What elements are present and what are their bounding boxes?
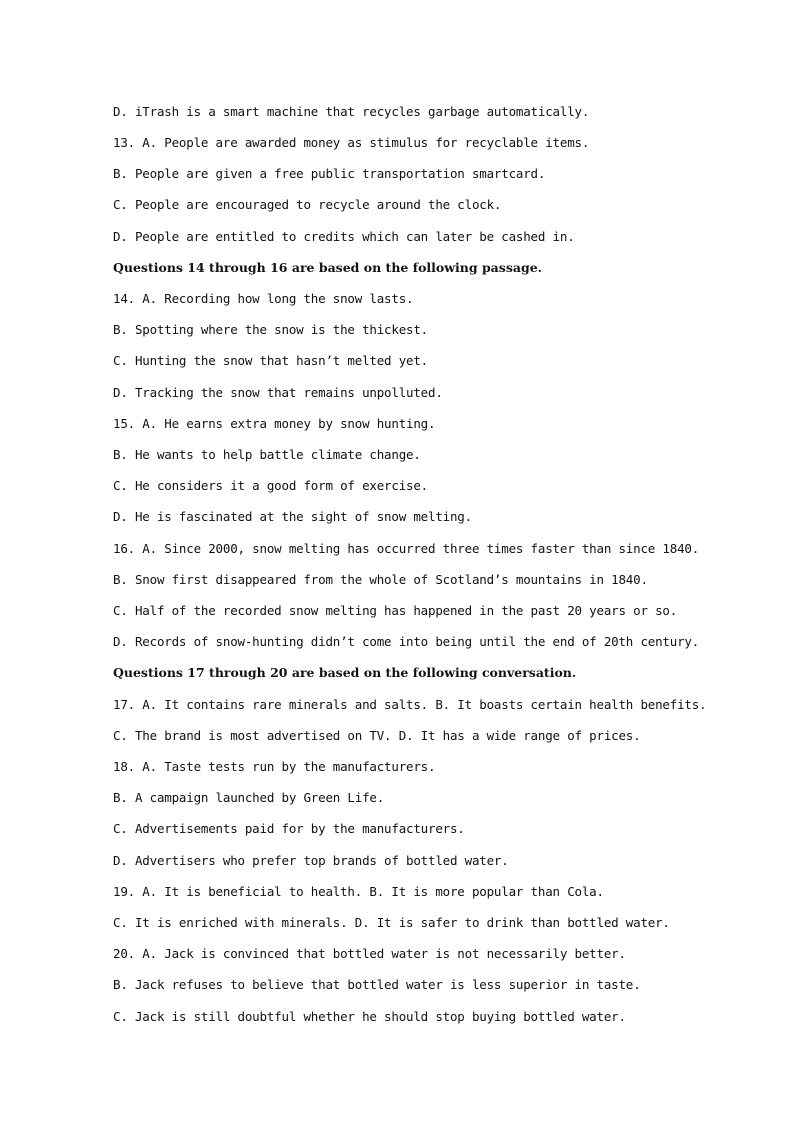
option-12-d: D. iTrash is a smart machine that recycles garbage automatically. (113, 104, 590, 119)
option-13-b: B. People are given a free public transportation smartcard. (113, 166, 546, 181)
option-15-b: B. He wants to help battle climate change. (113, 447, 421, 462)
option-14-b: B. Spotting where the snow is the thickest. (113, 322, 429, 337)
option-14-c: C. Hunting the snow that hasn’t melted yet. (113, 353, 429, 368)
question-17-options-c-d: C. The brand is most advertised on TV. D. It has a wide range of prices. (113, 728, 641, 743)
question-15-option-a: 15. A. He earns extra money by snow hunting. (113, 416, 436, 431)
question-20-option-a: 20. A. Jack is convinced that bottled water is not necessarily better. (113, 946, 626, 961)
question-13-option-a: 13. A. People are awarded money as stimulus for recyclable items. (113, 135, 590, 150)
question-17-options-a-b: 17. A. It contains rare minerals and salts. B. It boasts certain health benefits. (113, 697, 707, 712)
section-heading-14-16: Questions 14 through 16 are based on the following passage. (113, 260, 543, 275)
option-16-b: B. Snow first disappeared from the whole of Scotland’s mountains in 1840. (113, 572, 648, 587)
question-16-option-a: 16. A. Since 2000, snow melting has occurred three times faster than since 1840. (113, 541, 700, 556)
question-19-options-a-b: 19. A. It is beneficial to health. B. It is more popular than Cola. (113, 884, 604, 899)
option-20-b: B. Jack refuses to believe that bottled water is less superior in taste. (113, 977, 641, 992)
option-18-b: B. A campaign launched by Green Life. (113, 790, 385, 805)
option-15-d: D. He is fascinated at the sight of snow melting. (113, 509, 472, 524)
option-14-d: D. Tracking the snow that remains unpolluted. (113, 385, 443, 400)
option-18-c: C. Advertisements paid for by the manufacturers. (113, 821, 465, 836)
option-15-c: C. He considers it a good form of exercise. (113, 478, 429, 493)
question-19-options-c-d: C. It is enriched with minerals. D. It is safer to drink than bottled water. (113, 915, 670, 930)
option-16-c: C. Half of the recorded snow melting has happened in the past 20 years or so. (113, 603, 678, 618)
question-18-option-a: 18. A. Taste tests run by the manufacturers. (113, 759, 436, 774)
question-14-option-a: 14. A. Recording how long the snow lasts. (113, 291, 414, 306)
option-13-d: D. People are entitled to credits which can later be cashed in. (113, 229, 575, 244)
option-16-d: D. Records of snow-hunting didn’t come into being until the end of 20th century. (113, 634, 700, 649)
option-18-d: D. Advertisers who prefer top brands of bottled water. (113, 853, 509, 868)
option-13-c: C. People are encouraged to recycle around the clock. (113, 197, 502, 212)
option-20-c: C. Jack is still doubtful whether he should stop buying bottled water. (113, 1009, 626, 1024)
section-heading-17-20: Questions 17 through 20 are based on the following conversation. (113, 665, 577, 680)
